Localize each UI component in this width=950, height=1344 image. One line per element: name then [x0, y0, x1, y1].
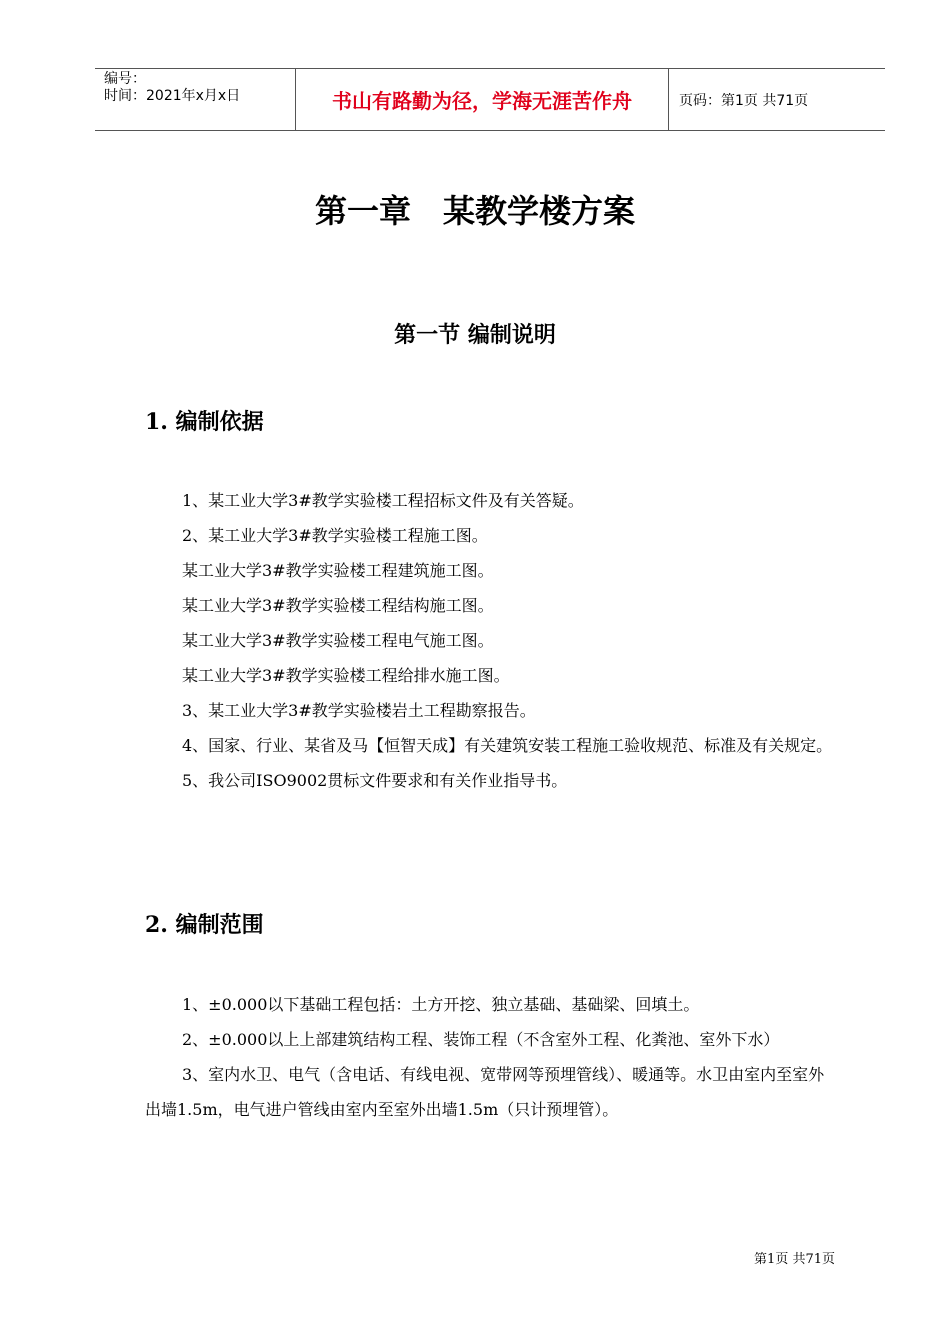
basis-item: 1、某工业大学3#教学实验楼工程招标文件及有关答疑。: [182, 491, 584, 510]
basis-item: 某工业大学3#教学实验楼工程给排水施工图。: [182, 666, 510, 685]
header-code-label: 编号：: [104, 71, 146, 87]
heading-scope: 2. 编制范围: [145, 912, 264, 938]
scope-item: 3、室内水卫、电气（含电话、有线电视、宽带网等预埋管线）、暖通等。水卫由室内至室外出墙1.5m，电气进户管线由室内至室外出墙1.5m（只计预埋管）。: [145, 1065, 825, 1119]
basis-list: [145, 483, 840, 798]
header-page-info: 页码：第1页 共71页: [679, 92, 809, 109]
basis-item: 3、某工业大学3#教学实验楼岩土工程勘察报告。: [182, 701, 536, 720]
basis-item: 2、某工业大学3#教学实验楼工程施工图。: [182, 526, 488, 545]
basis-item: 某工业大学3#教学实验楼工程建筑施工图。: [182, 561, 494, 580]
section-title: 第一节 编制说明: [394, 323, 556, 348]
basis-item: 5、我公司ISO9002贯标文件要求和有关作业指导书。: [182, 771, 568, 790]
scope-item: 2、±0.000以上上部建筑结构工程、装饰工程（不含室外工程、化粪池、室外下水）: [182, 1030, 780, 1049]
basis-item: 某工业大学3#教学实验楼工程电气施工图。: [182, 631, 494, 650]
page-footer: 第1页 共71页: [754, 1252, 835, 1267]
header-meta: [95, 69, 296, 130]
basis-item: 4、国家、行业、某省及马【恒智天成】有关建筑安装工程施工验收规范、标准及有关规定。: [182, 736, 833, 755]
header-time-label: 时间：2021年x月x日: [104, 88, 241, 104]
scope-item: 1、±0.000以下基础工程包括：土方开挖、独立基础、基础梁、回填土。: [182, 995, 700, 1014]
scope-list: [145, 987, 840, 1127]
chapter-title: 第一章 某教学楼方案: [314, 192, 635, 230]
heading-basis: 1. 编制依据: [145, 409, 264, 435]
header-motto: 书山有路勤为径，学海无涯苦作舟: [296, 69, 669, 130]
page-header: [95, 68, 885, 131]
basis-item: 某工业大学3#教学实验楼工程结构施工图。: [182, 596, 494, 615]
